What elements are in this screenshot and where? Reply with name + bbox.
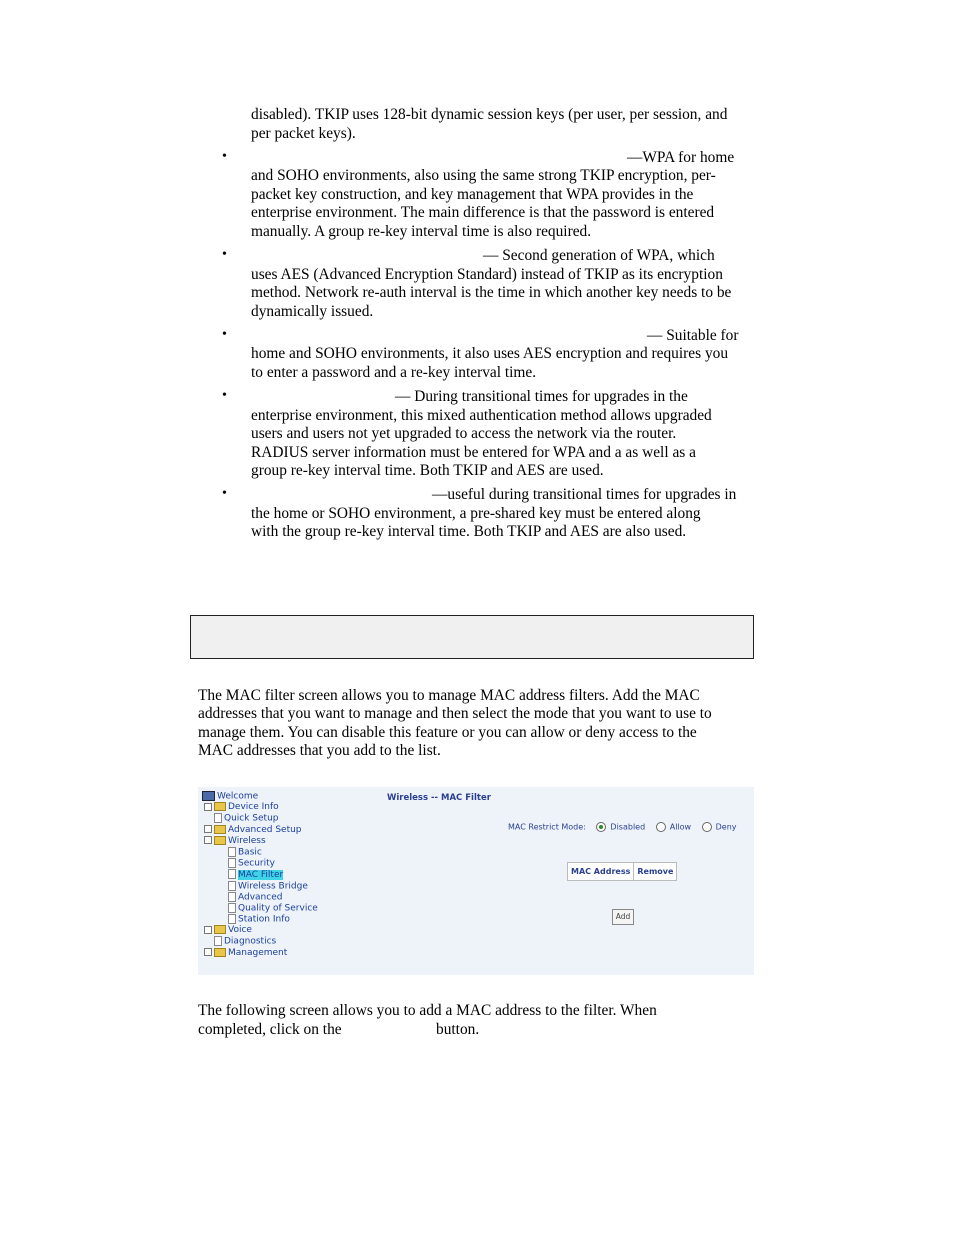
tree-item-welcome[interactable]: Welcome: [202, 791, 318, 802]
tree-item-advanced-setup[interactable]: Advanced Setup: [202, 825, 318, 836]
bullet-icon: •: [222, 149, 227, 164]
paragraph-line: per packet keys).: [251, 125, 356, 142]
plus-icon: [204, 825, 212, 833]
folder-open-icon: [214, 836, 226, 845]
paragraph-line: uses AES (Advanced Encryption Standard) instead of TKIP as its encryption: [251, 266, 723, 283]
radio-deny[interactable]: [702, 822, 712, 832]
tree-item-voice[interactable]: Voice: [202, 925, 318, 936]
tree-item-wireless-bridge[interactable]: Wireless Bridge: [202, 881, 318, 892]
tree-item-mac-filter[interactable]: MAC Filter: [202, 869, 318, 880]
paragraph-line: method. Network re-auth interval is the time in which another key needs to be: [251, 284, 732, 301]
bullet-icon: •: [222, 247, 227, 262]
plus-icon: [204, 926, 212, 934]
page-icon: [214, 936, 222, 946]
page-icon: [228, 881, 236, 891]
radio-allow[interactable]: [656, 822, 666, 832]
column-header-remove: Remove: [634, 863, 677, 881]
paragraph-line: — Second generation of WPA, which: [483, 247, 715, 264]
bullet-icon: •: [222, 327, 227, 342]
plus-icon: [204, 803, 212, 811]
paragraph-line: users and users not yet upgraded to access the network via the router.: [251, 425, 677, 442]
paragraph-line: button.: [436, 1021, 480, 1038]
page-title: Wireless -- MAC Filter: [387, 793, 491, 803]
computer-icon: [202, 791, 215, 801]
page-icon: [228, 869, 236, 879]
paragraph-line: —WPA for home: [627, 149, 735, 166]
mac-address-table: [567, 862, 677, 881]
radio-deny-label: Deny: [715, 822, 737, 832]
minus-icon: [204, 836, 212, 844]
tree-item-quality-of-service[interactable]: Quality of Service: [202, 903, 318, 914]
bullet-icon: •: [222, 388, 227, 403]
page-icon: [228, 914, 236, 924]
paragraph-line: The MAC filter screen allows you to manage MAC address filters. Add the MAC: [198, 687, 700, 704]
paragraph-line: enterprise environment. The main difference is that the password is entered: [251, 204, 715, 221]
paragraph-line: completed, click on the: [198, 1021, 342, 1038]
paragraph-line: —useful during transitional times for upgrades in: [432, 486, 737, 503]
radio-disabled-label: Disabled: [610, 822, 646, 832]
add-button[interactable]: Add: [612, 909, 634, 925]
column-header-mac-address: MAC Address: [568, 863, 634, 881]
paragraph-line: manage them. You can disable this feature or you can allow or deny access to the: [198, 724, 697, 741]
paragraph-line: manually. A group re-key interval time is also required.: [251, 223, 592, 240]
bullet-icon: •: [222, 486, 227, 501]
paragraph-line: and SOHO environments, also using the same strong TKIP encryption, per-: [251, 167, 716, 184]
plus-icon: [204, 948, 212, 956]
tree-item-diagnostics[interactable]: Diagnostics: [202, 936, 318, 947]
page-icon: [228, 903, 236, 913]
tree-item-device-info[interactable]: Device Info: [202, 802, 318, 813]
paragraph-line: enterprise environment, this mixed authentication method allows upgraded: [251, 407, 712, 424]
paragraph-line: MAC addresses that you add to the list.: [198, 742, 441, 759]
folder-icon: [214, 802, 226, 811]
table-header-row: [568, 863, 677, 881]
page-icon: [228, 858, 236, 868]
paragraph-line: disabled). TKIP uses 128-bit dynamic session keys (per user, per session, and: [251, 106, 728, 123]
tree-item-basic[interactable]: Basic: [202, 847, 318, 858]
tree-item-advanced[interactable]: Advanced: [202, 892, 318, 903]
folder-icon: [214, 925, 226, 934]
mac-restrict-mode: [508, 822, 737, 832]
paragraph-line: to enter a password and a re-key interval time.: [251, 364, 537, 381]
paragraph-line: dynamically issued.: [251, 303, 374, 320]
nav-tree: [202, 791, 318, 959]
paragraph-line: home and SOHO environments, it also uses AES encryption and requires you: [251, 345, 729, 362]
folder-icon: [214, 948, 226, 957]
page-icon: [214, 813, 222, 823]
paragraph-line: packet key construction, and key management that WPA provides in the: [251, 186, 694, 203]
paragraph-line: The following screen allows you to add a MAC address to the filter. When: [198, 1002, 657, 1019]
tree-item-wireless[interactable]: Wireless: [202, 836, 318, 847]
tree-item-station-info[interactable]: Station Info: [202, 914, 318, 925]
folder-icon: [214, 825, 226, 834]
tree-item-quick-setup[interactable]: Quick Setup: [202, 813, 318, 824]
section-heading-box: [190, 615, 754, 659]
tree-item-security[interactable]: Security: [202, 858, 318, 869]
paragraph-line: — Suitable for: [647, 327, 739, 344]
mode-label: MAC Restrict Mode:: [508, 822, 586, 832]
paragraph-line: RADIUS server information must be entered for WPA and a as well as a: [251, 444, 696, 461]
paragraph-line: — During transitional times for upgrades in the: [395, 388, 688, 405]
paragraph-line: addresses that you want to manage and then select the mode that you want to use to: [198, 705, 712, 722]
mac-filter-screenshot: [198, 787, 754, 975]
radio-allow-label: Allow: [669, 822, 692, 832]
page-icon: [228, 847, 236, 857]
tree-item-management[interactable]: Management: [202, 948, 318, 959]
radio-disabled[interactable]: [596, 822, 606, 832]
paragraph-line: the home or SOHO environment, a pre-shared key must be entered along: [251, 505, 701, 522]
page-icon: [228, 892, 236, 902]
paragraph-line: with the group re-key interval time. Both TKIP and AES are also used.: [251, 523, 687, 540]
paragraph-line: group re-key interval time. Both TKIP and AES are used.: [251, 462, 604, 479]
